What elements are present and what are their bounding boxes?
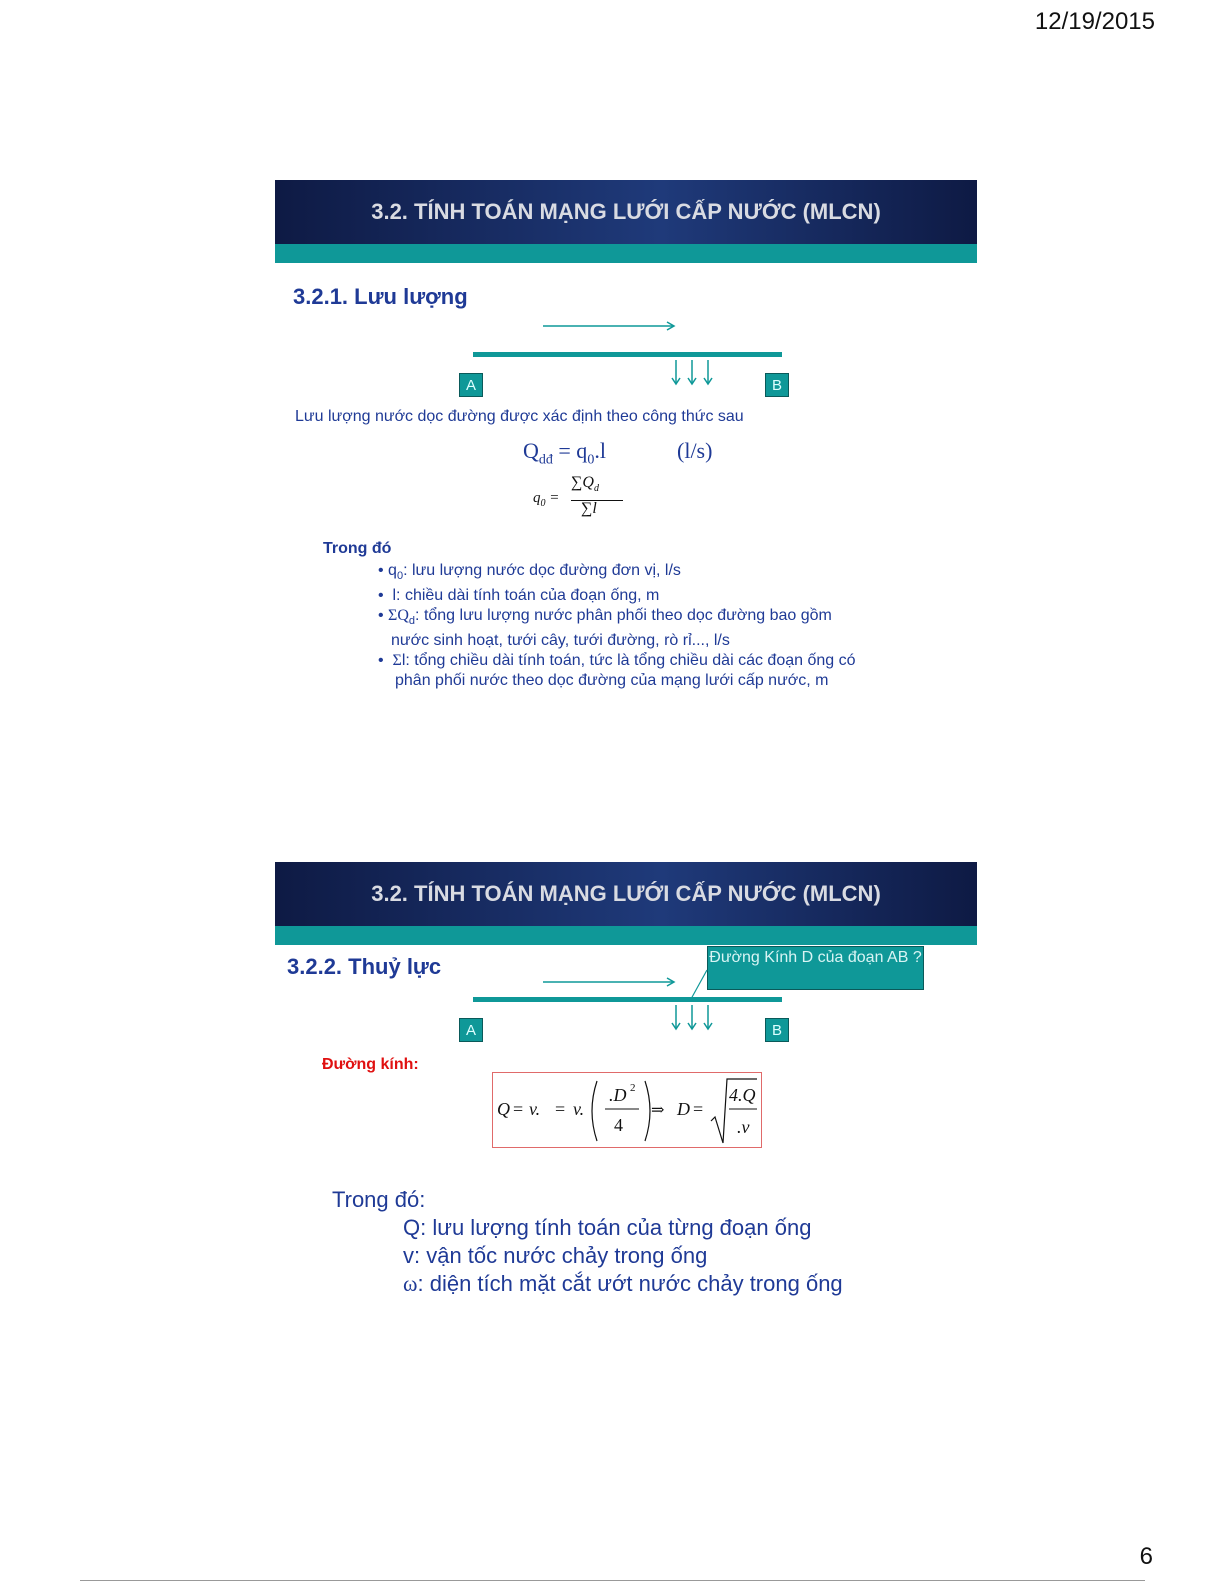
where-label: Trong đó: xyxy=(332,1187,426,1212)
formula-unit: (l/s) xyxy=(677,438,713,463)
formula-qdd xyxy=(523,438,606,468)
formula-l: .l xyxy=(594,438,606,463)
print-date: 12/19/2015 xyxy=(1034,8,1155,35)
svg-text:D: D xyxy=(677,1099,690,1119)
bullet-q0: • $q_0$: lưu lượng nước dọc đường đơn vị, l/s xyxy=(378,562,681,583)
bullet-sumqd: • $\Sigma Q_d$: tổng lưu lượng nước phân phối theo dọc đường bao gồm xyxy=(378,607,832,628)
svg-text:v.: v. xyxy=(573,1099,585,1119)
intro-text: Lưu lượng nước dọc đường được xác định theo công thức sau xyxy=(295,408,744,425)
formula-0: 0 xyxy=(587,452,595,468)
bullet-suml-cont: phân phối nước theo dọc đường của mạng lưới cấp nước, m xyxy=(395,672,829,690)
q0-num-sub: d xyxy=(593,483,599,495)
slide-title: 3.2. TÍNH TOÁN MẠNG LƯỚI CẤP NƯỚC (MLCN) xyxy=(275,862,977,926)
diameter-label: Đường kính: xyxy=(322,1056,419,1073)
node-b: B xyxy=(765,373,789,397)
bullet-sumqd-cont: nước sinh hoạt, tưới cây, tưới đường, rò rỉ..., l/s xyxy=(391,632,730,650)
callout-box: Đường Kính D của đoạn AB ? xyxy=(707,946,924,990)
def-q: Q: lưu lượng tính toán của từng đoạn ống xyxy=(403,1215,812,1240)
outflow-arrows-icon xyxy=(275,862,977,1062)
q0-denominator: ∑l xyxy=(581,500,597,517)
svg-text:⇒: ⇒ xyxy=(651,1100,665,1119)
page-number: 6 xyxy=(1139,1543,1153,1570)
q0-lhs: q xyxy=(533,490,541,506)
formula-eq: = q xyxy=(552,438,588,463)
formula-q0: $q_0$ = $\sum Q_d$ ∑l xyxy=(533,474,643,526)
slide-title: 3.2. TÍNH TOÁN MẠNG LƯỚI CẤP NƯỚC (MLCN) xyxy=(275,180,977,244)
svg-text:Q: Q xyxy=(497,1099,510,1119)
svg-text:2: 2 xyxy=(630,1082,636,1094)
q0-numerator: ∑Q xyxy=(571,474,594,491)
def-v: v: vận tốc nước chảy trong ống xyxy=(403,1243,708,1268)
svg-text:4.Q: 4.Q xyxy=(729,1085,756,1105)
diameter-formula-box xyxy=(492,1072,762,1148)
node-b: B xyxy=(765,1018,789,1042)
svg-text:.v: .v xyxy=(737,1117,750,1137)
slide-flow-rate xyxy=(275,180,977,780)
node-a: A xyxy=(459,373,483,397)
fraction-bar xyxy=(571,500,623,501)
svg-text:=: = xyxy=(693,1099,704,1119)
svg-text:.D: .D xyxy=(609,1085,627,1105)
footer-rule xyxy=(80,1580,1145,1581)
q0-sub: 0 xyxy=(540,498,546,509)
formula-q: Q xyxy=(523,438,539,463)
svg-text:=: = xyxy=(513,1099,524,1119)
svg-text:=: = xyxy=(555,1099,566,1119)
def-omega: ω: diện tích mặt cắt ướt nước chảy trong ống xyxy=(403,1271,843,1296)
svg-text:4: 4 xyxy=(614,1115,623,1135)
outflow-arrows-icon xyxy=(275,180,977,400)
slide-hydraulics xyxy=(275,862,977,1462)
diameter-formula xyxy=(493,1073,761,1147)
node-a: A xyxy=(459,1018,483,1042)
definition-list xyxy=(403,1214,963,1298)
where-label: Trong đó xyxy=(323,540,392,557)
bullet-list xyxy=(378,561,938,691)
svg-text:v.: v. xyxy=(529,1099,541,1119)
section-heading: 3.2.1. Lưu lượng xyxy=(293,284,468,309)
bullet-suml: • Σl: tổng chiều dài tính toán, tức là tổng chiều dài các đoạn ống có xyxy=(378,652,856,670)
section-heading: 3.2.2. Thuỷ lực xyxy=(287,954,442,979)
formula-q-sub: dđ xyxy=(538,452,553,468)
bullet-l: • l: chiều dài tính toán của đoạn ống, m xyxy=(378,587,660,605)
